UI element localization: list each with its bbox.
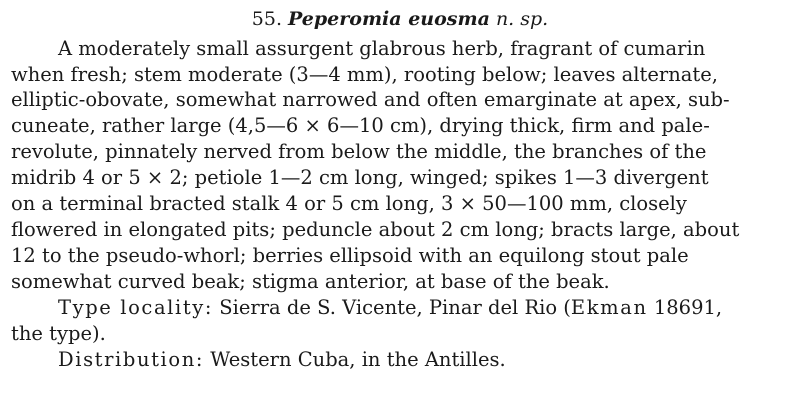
distribution-line bbox=[58, 348, 506, 372]
description-line: A moderately small assurgent glabrous herb, fragrant of cumarin bbox=[58, 37, 706, 60]
type-locality-line-2: the type). bbox=[11, 322, 106, 345]
type-locality-collector: Ekman bbox=[570, 296, 648, 319]
description-line: cuneate, rather large (4,5—6 × 6—10 cm), drying thick, firm and pale- bbox=[11, 114, 710, 137]
description-line: elliptic-obovate, somewhat narrowed and often emarginate at apex, sub- bbox=[11, 88, 730, 111]
description-line: on a terminal bracted stalk 4 or 5 cm long, 3 × 50—100 mm, closely bbox=[11, 192, 687, 215]
type-locality-number: 18691, bbox=[647, 296, 723, 319]
type-locality-label: Type locality: bbox=[58, 296, 214, 319]
description-line: somewhat curved beak; stigma anterior, at base of the beak. bbox=[11, 270, 610, 293]
description-line: flowered in elongated pits; peduncle about 2 cm long; bracts large, about bbox=[11, 218, 740, 241]
type-locality-line bbox=[58, 296, 722, 320]
distribution-text: Western Cuba, in the Antilles. bbox=[204, 348, 506, 371]
description-line: revolute, pinnately nerved from below the middle, the branches of the bbox=[11, 140, 707, 163]
description-line: when fresh; stem moderate (3—4 mm), rooting below; leaves alternate, bbox=[11, 63, 718, 86]
species-number: 55. bbox=[251, 8, 282, 30]
species-status: n. sp. bbox=[495, 8, 549, 30]
species-heading bbox=[0, 7, 800, 31]
distribution-label: Distribution: bbox=[58, 348, 205, 371]
type-locality-text: Sierra de S. Vicente, Pinar del Rio ( bbox=[213, 296, 571, 319]
species-name: Peperomia euosma bbox=[288, 8, 490, 30]
description-line: midrib 4 or 5 × 2; petiole 1—2 cm long, winged; spikes 1—3 divergent bbox=[11, 166, 709, 189]
description-line: 12 to the pseudo-whorl; berries ellipsoid with an equilong stout pale bbox=[11, 244, 689, 267]
